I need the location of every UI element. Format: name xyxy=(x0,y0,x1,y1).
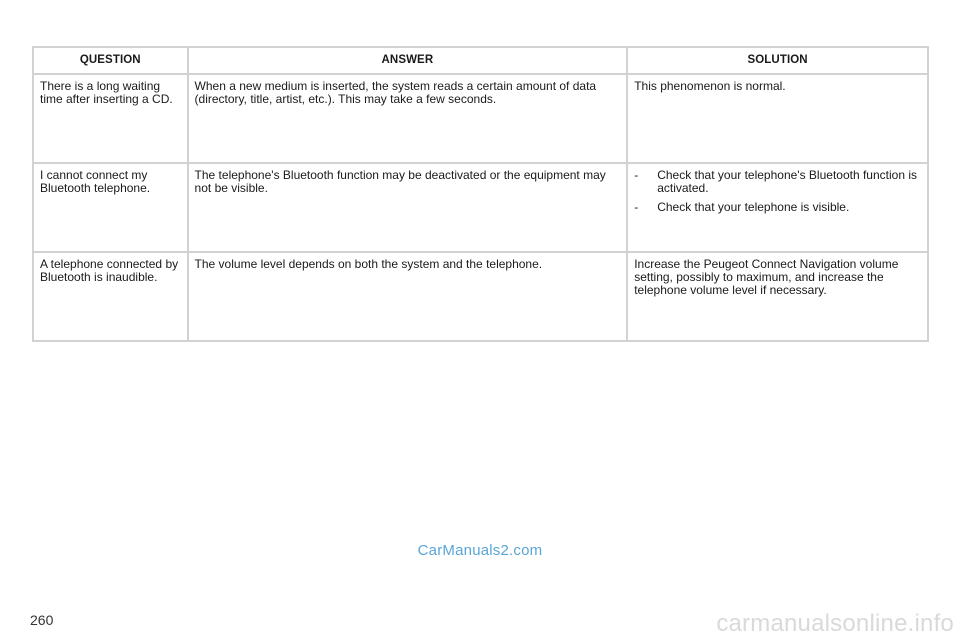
question-cell: A telephone connected by Bluetooth is inaudible. xyxy=(33,252,188,341)
solution-cell xyxy=(627,163,928,252)
solution-list-item xyxy=(634,201,921,214)
footer-watermark: carmanualsonline.info xyxy=(716,610,954,637)
column-header-answer: ANSWER xyxy=(188,47,628,74)
table-row xyxy=(33,252,928,341)
solution-list xyxy=(634,169,921,214)
watermark-link[interactable]: CarManuals2.com xyxy=(417,542,543,559)
column-header-question: QUESTION xyxy=(33,47,188,74)
solution-item-text: Check that your telephone is visible. xyxy=(657,200,850,214)
bullet-dash: - xyxy=(634,168,639,182)
solution-list-item xyxy=(634,169,921,195)
table-row xyxy=(33,163,928,252)
solution-cell: This phenomenon is normal. xyxy=(627,74,928,163)
table-row xyxy=(33,74,928,163)
solution-cell: Increase the Peugeot Connect Navigation volume setting, possibly to maximum, and increase the telephone volume level if necessary. xyxy=(627,252,928,341)
page-number: 260 xyxy=(30,612,54,628)
question-cell: There is a long waiting time after inserting a CD. xyxy=(33,74,188,163)
answer-cell: When a new medium is inserted, the system reads a certain amount of data (directory, title, artist, etc.). This may take a few seconds. xyxy=(188,74,628,163)
answer-cell: The telephone's Bluetooth function may be deactivated or the equipment may not be visible. xyxy=(188,163,628,252)
troubleshooting-table xyxy=(32,46,929,342)
answer-cell: The volume level depends on both the system and the telephone. xyxy=(188,252,628,341)
column-header-solution: SOLUTION xyxy=(627,47,928,74)
question-cell: I cannot connect my Bluetooth telephone. xyxy=(33,163,188,252)
solution-item-text: Check that your telephone's Bluetooth function is activated. xyxy=(657,168,917,195)
table-header-row xyxy=(33,47,928,74)
bullet-dash: - xyxy=(634,200,639,214)
